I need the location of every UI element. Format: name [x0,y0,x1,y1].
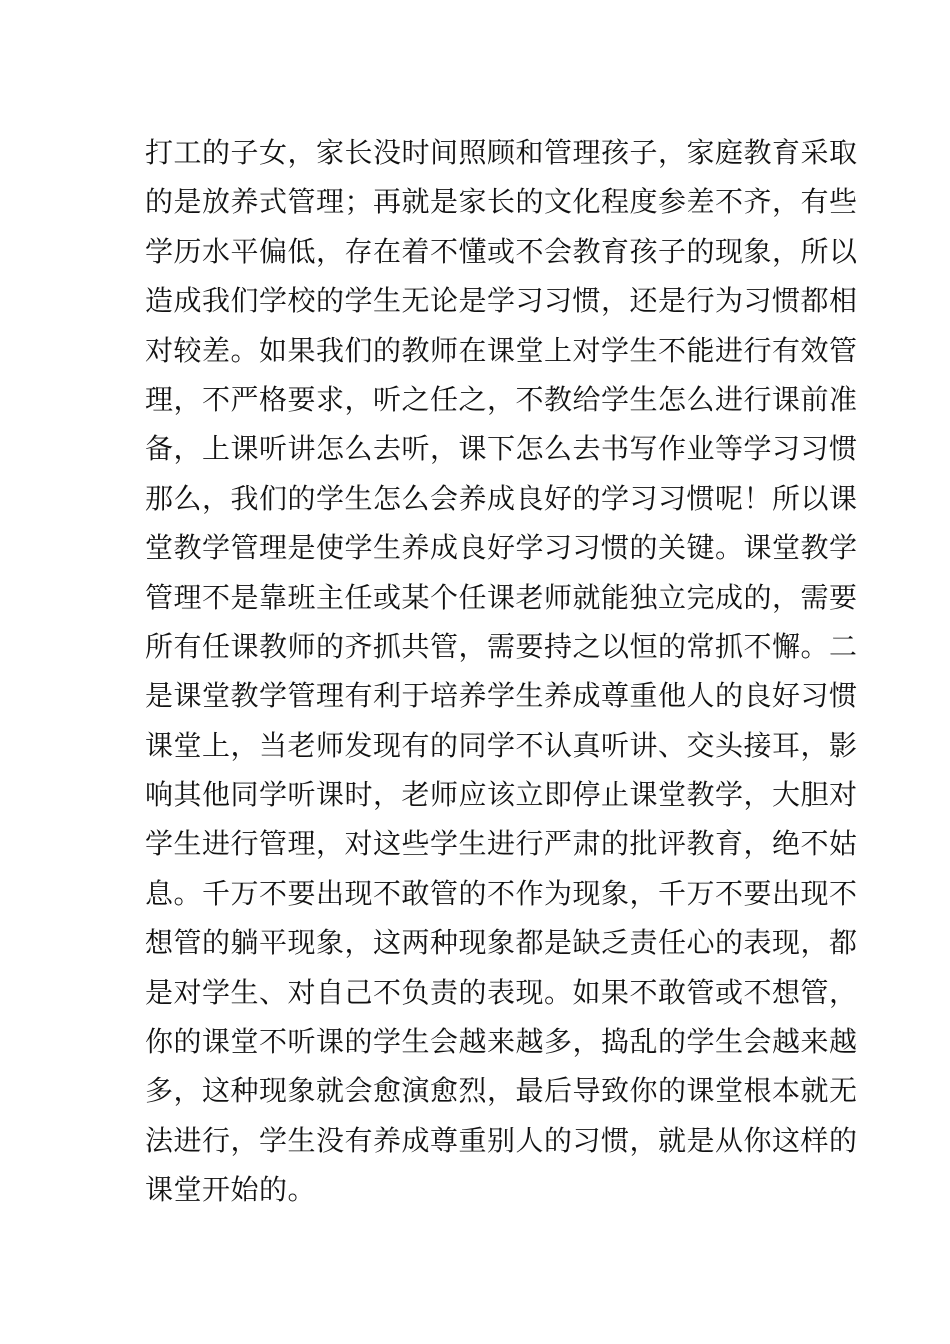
text-line: 对较差。如果我们的教师在课堂上对学生不能进行有效管 [145,333,858,367]
text-line: 是课堂教学管理有利于培养学生养成尊重他人的良好习惯 [145,679,858,713]
body-text [145,128,858,1215]
text-line: 打工的子女，家长没时间照顾和管理孩子，家庭教育采取 [145,136,858,169]
text-line: 课堂上，当老师发现有的同学不认真听讲、交头接耳，影 [145,728,858,762]
text-line: 那么，我们的学生怎么会养成良好的学习习惯呢！所以课 [145,481,858,515]
text-line: 息。千万不要出现不敢管的不作为现象，千万不要出现不 [145,876,858,910]
text-line: 响其他同学听课时，老师应该立即停止课堂教学，大胆对 [145,778,858,812]
text-line: 造成我们学校的学生无论是学习习惯，还是行为习惯都相 [145,284,858,318]
text-line: 的是放养式管理；再就是家长的文化程度参差不齐，有些 [145,185,858,219]
text-line: 管理不是靠班主任或某个任课老师就能独立完成的，需要 [145,580,858,614]
text-line: 所有任课教师的齐抓共管，需要持之以恒的常抓不懈。二 [145,629,858,663]
text-line: 学生进行管理，对这些学生进行严肃的批评教育，绝不姑 [145,827,858,861]
text-line: 课堂开始的。 [145,1173,317,1207]
text-line: 学历水平偏低，存在着不懂或不会教育孩子的现象，所以 [145,234,858,268]
text-line: 备，上课听讲怎么去听，课下怎么去书写作业等学习习惯 [145,432,858,466]
text-line: 你的课堂不听课的学生会越来越多，捣乱的学生会越来越 [145,1025,858,1059]
text-line: 法进行，学生没有养成尊重别人的习惯，就是从你这样的 [145,1123,858,1157]
text-line: 是对学生、对自己不负责的表现。如果不敢管或不想管， [145,975,858,1009]
text-line: 多，这种现象就会愈演愈烈，最后导致你的课堂根本就无 [145,1074,858,1108]
text-line: 堂教学管理是使学生养成良好学习习惯的关键。课堂教学 [145,531,858,565]
text-line: 想管的躺平现象，这两种现象都是缺乏责任心的表现，都 [145,926,858,960]
text-line: 理，不严格要求，听之任之，不教给学生怎么进行课前准 [145,382,858,416]
